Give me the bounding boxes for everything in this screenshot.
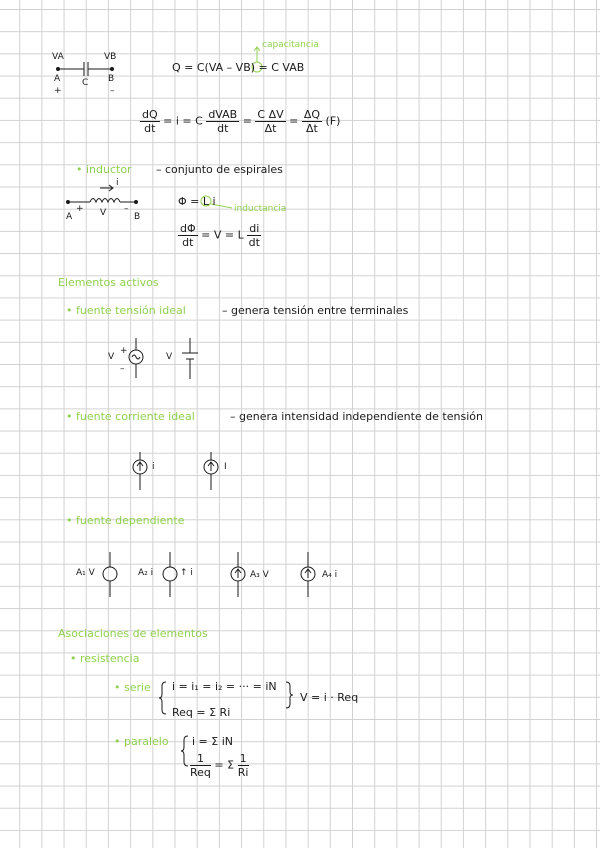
fraction-dphi-dt: $\frac{d\Phi}{dt}$ xyxy=(180,222,196,249)
voltage-source-plus: + xyxy=(120,346,128,356)
inductor-voltage-equation: $\frac{d\Phi}{dt}$ = V = L $\frac{di}{dt}$ xyxy=(180,222,260,249)
fraction-di-dt: $\frac{di}{dt}$ xyxy=(248,222,260,249)
parallel-label: • paralelo xyxy=(114,735,169,748)
fraction-1-ri: $\frac{1}{Ri}$ xyxy=(237,752,249,779)
charge-equation: Q = C(VA – VB) = C VAB xyxy=(172,61,305,74)
dependent-source-right-2: ↑ i xyxy=(180,568,193,578)
current-equation: $\frac{dQ}{dt}$ = i = C dVAB dt = $\frac{\text{C ΔV}}{\Delta t}$ = $\frac{\Delta Q}{\Delta t}$ (F) xyxy=(142,108,341,135)
fraction-cdv-dt: $\frac{\text{C ΔV}}{\Delta t}$ xyxy=(257,108,284,135)
voltage-source-description: – genera tensión entre terminales xyxy=(222,304,409,317)
ideal-voltage-source-ac xyxy=(129,338,143,378)
label-b: B xyxy=(108,74,115,84)
dependent-source-3 xyxy=(231,552,245,597)
fraction-1-req: 1 Req xyxy=(190,752,211,779)
label-vb: VB xyxy=(104,52,117,62)
ideal-voltage-source-battery xyxy=(182,338,198,379)
label-a: A xyxy=(54,74,61,84)
current-source-label-i1: i xyxy=(152,462,155,472)
inductor-label-a: A xyxy=(66,212,73,222)
inductor-label-b: B xyxy=(134,212,141,222)
parallel-brace xyxy=(181,736,188,766)
inductor-label-i: i xyxy=(116,178,119,188)
label-minus: – xyxy=(110,86,115,96)
current-source-title: • fuente corriente ideal xyxy=(66,410,195,423)
parallel-eq1: i = Σ iN xyxy=(192,735,233,748)
dependent-source-label-1: A₁ V xyxy=(76,568,95,578)
label-c: C xyxy=(82,78,89,88)
dependent-source-title: • fuente dependiente xyxy=(66,514,185,527)
fraction-dq-dt: $\frac{dQ}{dt}$ xyxy=(142,108,158,135)
unit-farad: (F) xyxy=(325,114,341,128)
active-elements-heading: Elementos activos xyxy=(58,276,159,289)
dependent-source-1 xyxy=(103,552,117,597)
voltage-source-label-v1: V xyxy=(108,352,115,362)
series-eq2: Req = Σ Ri xyxy=(172,706,231,719)
inductor-label-plus: + xyxy=(76,204,84,214)
fraction-dvab-dt: dVAB dt xyxy=(208,108,238,135)
series-result: V = i · Req xyxy=(300,691,359,704)
flux-equation: Φ = L i xyxy=(178,195,216,208)
current-source-description: – genera intensidad independiente de tensión xyxy=(230,410,483,423)
voltage-source-label-v2: V xyxy=(166,352,173,362)
capacitancia-label: capacitancia xyxy=(262,40,319,50)
inductor-symbol xyxy=(67,185,138,204)
resistance-title: • resistencia xyxy=(70,652,140,665)
label-va: VA xyxy=(52,52,64,62)
ideal-current-source-1 xyxy=(133,452,147,490)
inductancia-label: inductancia xyxy=(234,204,287,214)
inductor-title: • inductor xyxy=(76,163,132,176)
dependent-source-4 xyxy=(301,552,315,597)
current-source-label-i2: I xyxy=(224,462,227,472)
ideal-current-source-2 xyxy=(204,452,218,490)
inductor-label-v: V xyxy=(100,208,107,218)
series-eq1: i = i₁ = i₂ = ··· = iN xyxy=(172,680,277,693)
voltage-source-minus: – xyxy=(120,364,125,374)
parallel-eq2: 1 Req = Σ $\frac{1}{Ri}$ xyxy=(190,752,249,779)
associations-heading: Asociaciones de elementos xyxy=(58,627,208,640)
dependent-source-label-2: A₂ i xyxy=(138,568,154,578)
series-label: • serie xyxy=(114,681,151,694)
inductor-label-minus: – xyxy=(124,204,129,214)
fraction-dq-dt-delta: $\frac{\Delta Q}{\Delta t}$ xyxy=(303,108,321,135)
dependent-source-2 xyxy=(163,552,177,597)
dependent-source-label-4: A₄ i xyxy=(322,570,338,580)
dependent-source-label-3: A₃ V xyxy=(250,570,269,580)
voltage-source-title: • fuente tensión ideal xyxy=(66,304,186,317)
label-plus: + xyxy=(54,86,62,96)
inductor-description: – conjunto de espirales xyxy=(156,163,283,176)
capacitor-symbol xyxy=(57,62,114,76)
